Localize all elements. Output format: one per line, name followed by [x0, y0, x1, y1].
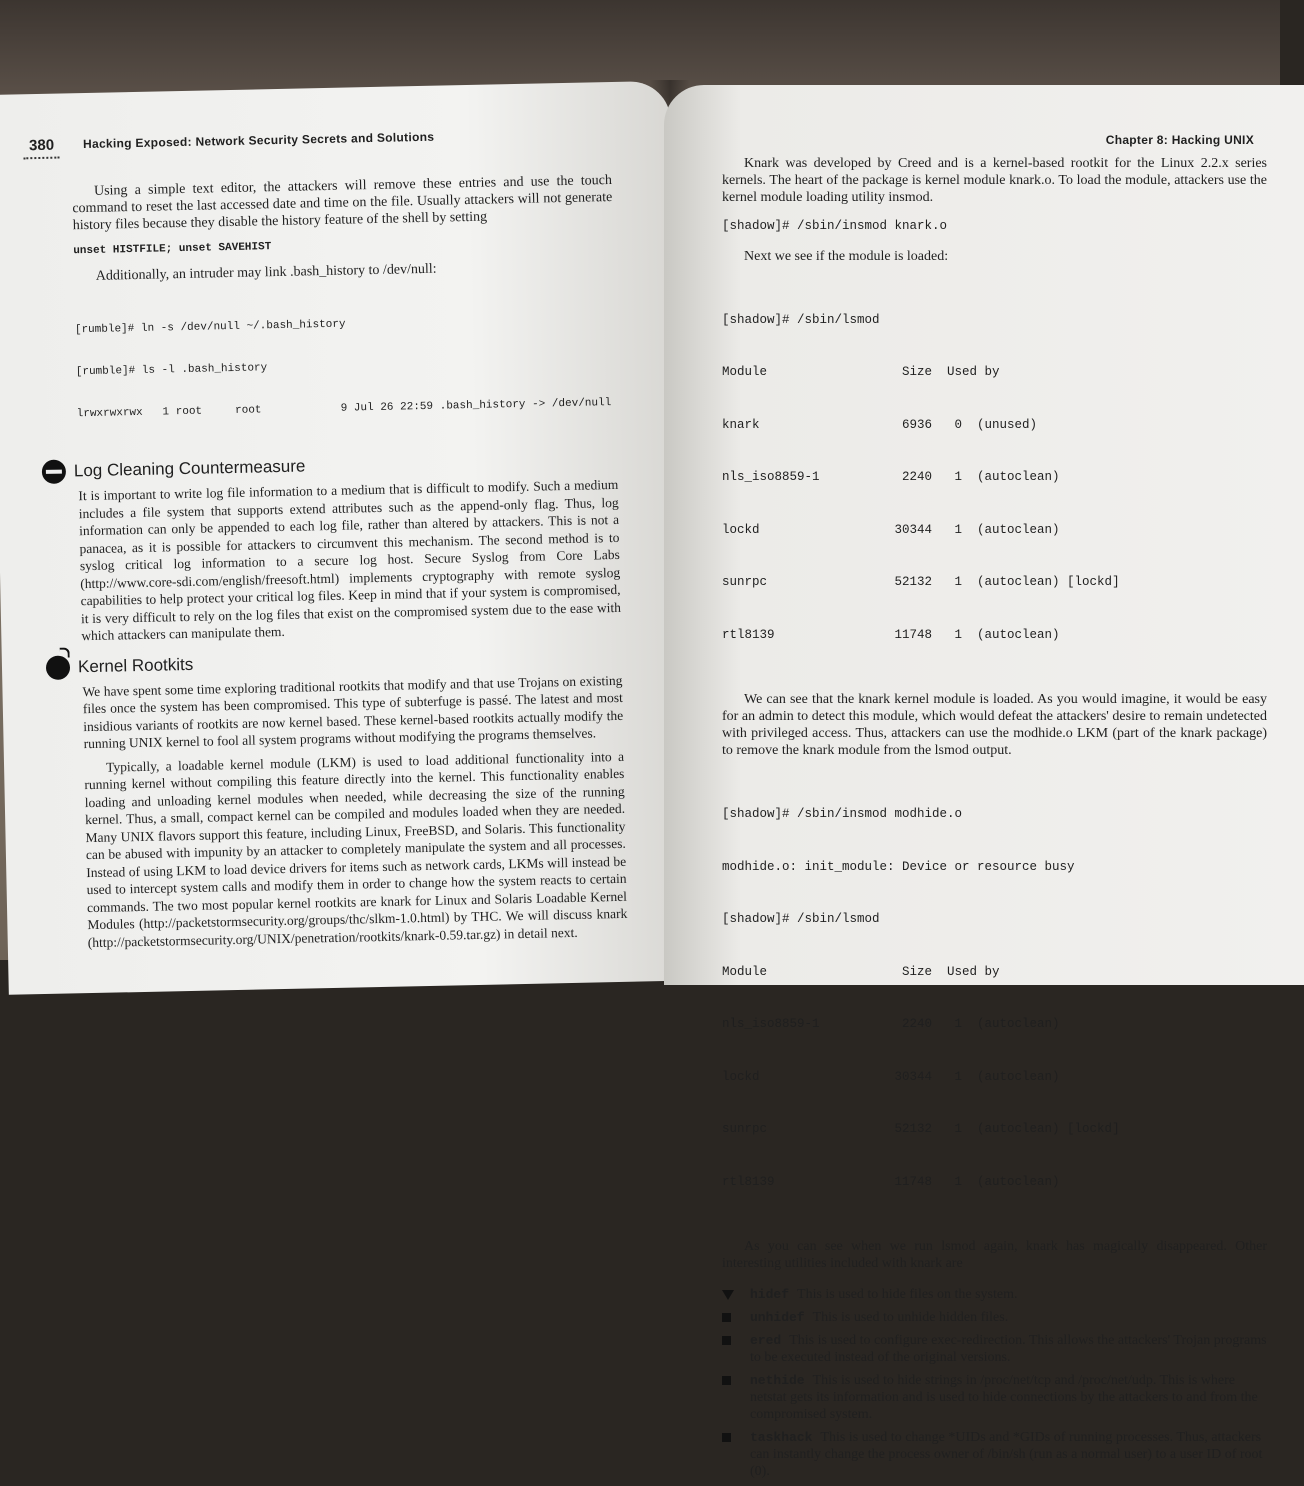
- code-line: rtl8139 11748 1 (autoclean): [722, 627, 1060, 642]
- triangle-bullet-icon: [722, 1290, 734, 1300]
- right-para-2: Next we see if the module is loaded:: [744, 248, 949, 264]
- command-desc: This is used to configure exec-redirection. This allows the attackers' Trojan programs to be executed instead of the original versions.: [750, 1333, 1267, 1365]
- list-item: [722, 1332, 1267, 1366]
- command-name: hidef: [750, 1287, 790, 1302]
- code-line: modhide.o: init_module: Device or resource busy: [722, 859, 1075, 874]
- left-code-2: [74, 284, 617, 449]
- page-number: 380: [28, 136, 55, 155]
- command-desc: This is used to hide files on the system.: [797, 1287, 1018, 1302]
- section-title: Kernel Rootkits: [77, 654, 194, 676]
- code-line: [rumble]# ls -l .bash_history: [75, 362, 268, 379]
- right-para-1: Knark was developed by Creed and is a kernel-based rootkit for the Linux 2.2.x series kernels. The heart of the package is kernel module knark.o. To load the module, attackers use the kernel module loading utility insmod.: [722, 156, 1267, 205]
- left-para-2: Additionally, an intruder may link .bash_history to /dev/null:: [95, 261, 437, 284]
- section-body: Typically, a loadable kernel module (LKM) is used to load additional functionality into a running kernel without compiling this feature directly into the kernel. This functionality enables loading and unloading kernel modules when needed, while decreasing the size of the running kernel. Thus, a small, compact kernel can be compiled and modules loaded when they are needed. Many UNIX flavors support this feature, including Linux, FreeBSD, and Solaris. This functionality can be abused with impunity by an attacker to completely manipulate the system and all processes. Instead of using LKM to load device drivers for items such as network cards, LKMs will instead be used to intercept system calls and modify them in order to change how the system reacts to certain commands. The two most popular kernel rootkits are knark for Linux and Solaris Loadable Kernel Modules (http://packetstormsecurity.org/groups/thc/slkm-1.0.html) by THC. We will discuss knark (http://packetstormsecurity.org/UNIX/penetration/rootkits/knark-0.59.tar.gz) in detail next.: [84, 748, 628, 950]
- command-name: taskhack: [750, 1430, 813, 1445]
- left-para-1: Using a simple text editor, the attackers will remove these entries and use the touch command to reset the last accessed date and time on the file. Usually attackers will not generate history files because they disable the history feature of the shell by setting: [72, 172, 613, 234]
- section-body: It is important to write log file information to a medium that is difficult to modify. Such a medium includes a file system that supports extend attributes such as the append-only flag. Thus, log information can only be appended to each log file, rather than altered by attackers. This is not a panacea, as it is possible for attackers to circumvent this mechanism. The second method is to syslog critical log information to a secure log host. Secure Syslog from Core Labs (http://www.core-sdi.com/english/freesoft.html) implements cryptography with remote syslog capabilities to help protect your critical log files. Keep in mind that if your system is compromised, it is very difficult to rely on the log files that exist on the compromised system due to the ease with which attackers can manipulate them.: [78, 476, 622, 644]
- code-line: [shadow]# /sbin/lsmod: [722, 912, 880, 926]
- bomb-icon: [46, 655, 70, 679]
- right-page: [664, 85, 1304, 1479]
- code-line: [shadow]# /sbin/insmod modhide.o: [722, 807, 963, 821]
- list-item: [722, 1309, 1267, 1326]
- section-title: Log Cleaning Countermeasure: [73, 456, 306, 481]
- list-item: [722, 1429, 1267, 1480]
- square-bullet-icon: [722, 1313, 731, 1322]
- command-name: unhidef: [750, 1310, 805, 1325]
- code-line: Module Size Used by: [722, 964, 1000, 979]
- code-line: lockd 30344 1 (autoclean): [722, 522, 1060, 537]
- square-bullet-icon: [722, 1433, 731, 1442]
- command-desc: This is used to hide strings in /proc/net/tcp and /proc/net/udp. This is where netstat gets its information and is used to hide connections by the attackers to and from the compromised system.: [750, 1373, 1258, 1422]
- utility-list: [722, 1286, 1267, 1480]
- list-item: [722, 1286, 1267, 1303]
- code-line: lrwxrwxrwx 1 root root 9 Jul 26 22:59 .bash_history -> /dev/null: [76, 397, 612, 421]
- right-code-1: [shadow]# /sbin/insmod knark.o: [722, 219, 948, 233]
- right-para-3: We can see that the knark kernel module is loaded. As you would imagine, it would be easy for an admin to detect this module, which would defeat the attackers' desire to remain undetected with privileged access. Thus, attackers can use the modhide.o LKM (part of the knark package) to remove the knark module from the lsmod output.: [722, 692, 1267, 758]
- command-desc: This is used to change *UIDs and *GIDs of running processes. Thus, attackers can instantly change the process owner of /bin/sh (run as a normal user) to a user ID of root (0).: [750, 1430, 1263, 1479]
- code-line: Module Size Used by: [722, 365, 1000, 379]
- code-line: sunrpc 52132 1 (autoclean) [lockd]: [722, 1122, 1120, 1136]
- left-running-head: Hacking Exposed: Network Security Secrets and Solutions: [82, 129, 435, 152]
- command-desc: This is used to unhide hidden files.: [812, 1310, 1009, 1325]
- code-line: [rumble]# ln -s /dev/null ~/.bash_history: [74, 318, 346, 337]
- right-content: [722, 155, 1267, 1486]
- command-name: ered: [750, 1333, 782, 1348]
- command-name: nethide: [750, 1373, 805, 1388]
- code-line: nls_iso8859-1 2240 1 (autoclean): [722, 1017, 1060, 1031]
- left-content: [72, 172, 628, 957]
- code-line: nls_iso8859-1 2240 1 (autoclean): [722, 470, 1060, 484]
- right-code-2: [722, 277, 1267, 680]
- code-line: [shadow]# /sbin/lsmod: [722, 312, 880, 327]
- square-bullet-icon: [722, 1336, 731, 1345]
- code-line: knark 6936 0 (unused): [722, 417, 1038, 432]
- section-body: We have spent some time exploring traditional rootkits that modify and that use Trojans on existing files once the system has been compromised. This type of subterfuge is passé. The latest and most insidious variants of rootkits are now kernel based. These kernel-based rootkits actually modify the running UNIX kernel to fool all system programs without modifying the programs themselves.: [82, 672, 624, 752]
- square-bullet-icon: [722, 1376, 731, 1385]
- code-line: sunrpc 52132 1 (autoclean) [lockd]: [722, 575, 1120, 589]
- list-item: [722, 1372, 1267, 1423]
- left-page: [0, 81, 689, 995]
- right-para-4: As you can see when we run lsmod again, knark has magically disappeared. Other interesting utilities included with knark are: [722, 1239, 1267, 1271]
- code-line: lockd 30344 1 (autoclean): [722, 1069, 1060, 1084]
- left-code-1: unset HISTFILE; unset SAVEHIST: [73, 241, 272, 258]
- right-code-3: [722, 771, 1267, 1226]
- countermeasure-icon: [42, 459, 66, 483]
- code-line: rtl8139 11748 1 (autoclean): [722, 1174, 1060, 1189]
- right-running-head: Chapter 8: Hacking UNIX: [1105, 133, 1254, 147]
